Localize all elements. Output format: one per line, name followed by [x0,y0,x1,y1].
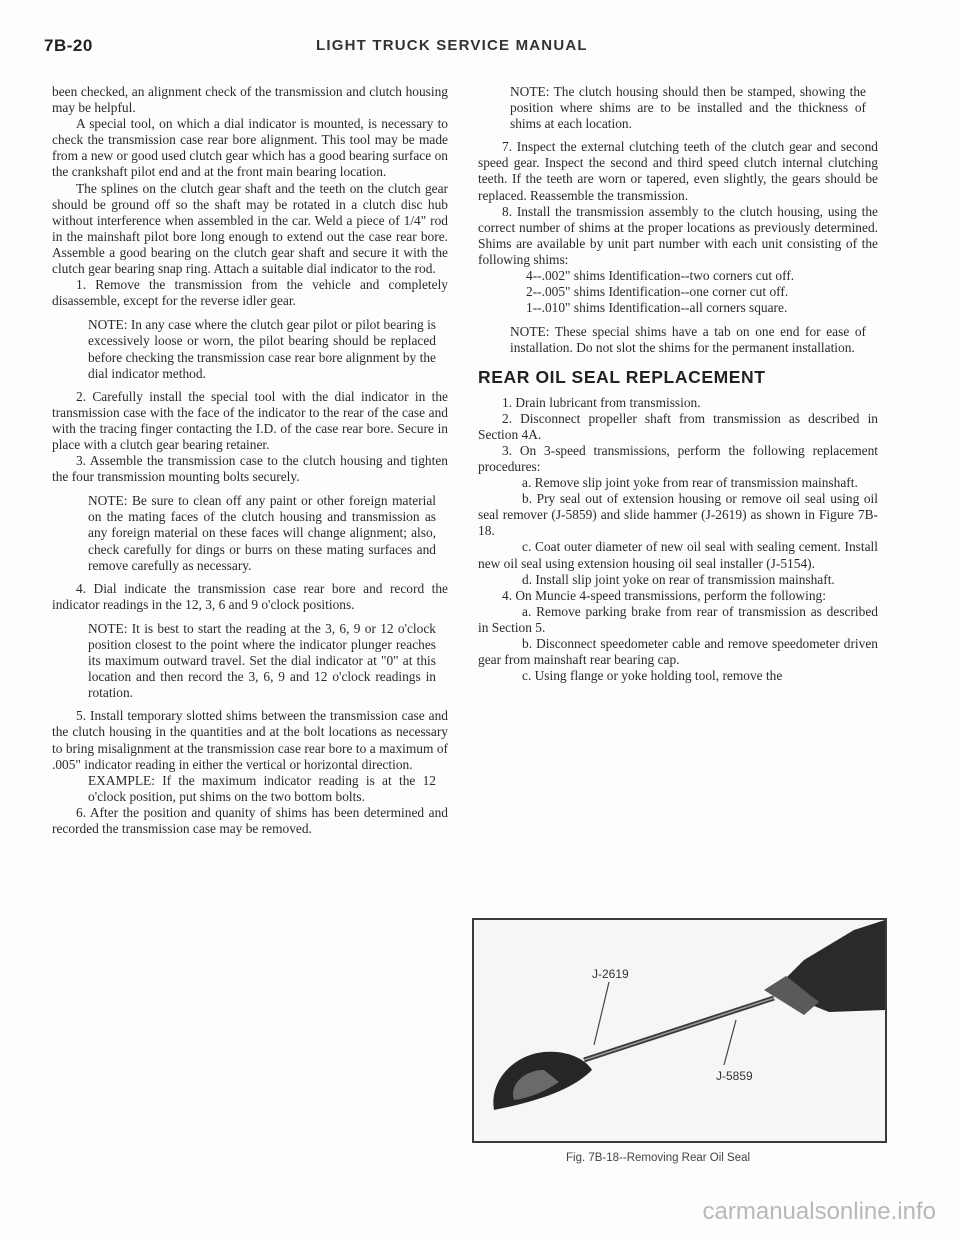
paragraph: The splines on the clutch gear shaft and the teeth on the clutch gear should be ground off so the shaft may be rotated in a clutch disc hub without interference when assembled in the car. Weld a piece of 1/4" rod in the mainshaft pilot bore long enough to extend out the case rear bore. Assemble a good bearing on the clutch gear shaft and secure it with the clutch gear bearing snap ring. Attach a suitable dial indicator to the rod. [52,180,448,277]
procedure-step: 4. On Muncie 4-speed transmissions, perform the following: [502,587,826,603]
running-title: LIGHT TRUCK SERVICE MANUAL [316,37,588,54]
note: NOTE: Be sure to clean off any paint or other foreign material on the mating faces of the clutch housing and transmission as any foreign material on these faces will change alignment; also, check carefully for dings or burrs on these mating surfaces and remove carefully as necessary. [88,493,436,573]
procedure-substep: c. Coat outer diameter of new oil seal with sealing cement. Install new oil seal using extension housing oil seal installer (J-5154). [478,539,878,571]
step-5: 5. Install temporary slotted shims between the transmission case and the clutch housing in the quantities and at the bolt locations as necessary to bring misalignment at the transmission case rear bore to a maximum of .005" indicator reading in either the vertical or horizontal direction. [52,708,448,772]
paragraph: A special tool, on which a dial indicator is mounted, is necessary to check the transmission case rear bore alignment. This tool may be made from a new or good used clutch gear which has a good bearing surface on the crankshaft pilot end and at the front main bearing location. [52,116,448,180]
shim-item: 1--.010" shims Identification--all corners square. [526,300,788,316]
procedure-step: 1. Drain lubricant from transmission. [502,394,701,410]
step-1: 1. Remove the transmission from the vehicle and completely disassemble, except for the reverse idler gear. [52,277,448,309]
section-heading: REAR OIL SEAL REPLACEMENT [478,366,766,387]
note: NOTE: These special shims have a tab on one end for ease of installation. Do not slot the shims for the permanent installation. [510,324,866,356]
step-8: 8. Install the transmission assembly to the clutch housing, using the correct number of shims at the proper locations as previously determined. Shims are available by unit part number with each unit consisting of the following shims: [478,203,878,267]
page-number: 7B-20 [44,36,93,55]
step-4: 4. Dial indicate the transmission case rear bore and record the indicator readings in the 12, 3, 6 and 9 o'clock positions. [52,580,448,612]
shim-item: 4--.002" shims Identification--two corners cut off. [526,268,795,284]
procedure-substep: d. Install slip joint yoke on rear of transmission mainshaft. [522,571,835,587]
example: EXAMPLE: If the maximum indicator reading is at the 12 o'clock position, put shims on the two bottom bolts. [88,772,436,804]
step-6: 6. After the position and quanity of shims has been determined and recorded the transmission case may be removed. [52,804,448,837]
procedure-step: 3. On 3-speed transmissions, perform the following replacement procedures: [478,442,878,474]
procedure-substep: b. Disconnect speedometer cable and remove speedometer driven gear from mainshaft rear bearing cap. [478,636,878,668]
procedure-substep: a. Remove parking brake from rear of transmission as described in Section 5. [478,603,878,635]
tool-label-j2619: J-2619 [592,967,629,981]
step-7: 7. Inspect the external clutching teeth of the clutch gear and second speed gear. Inspect the second and third speed clutch internal clutching teeth. If the teeth are worn or tapered, even slightly, the gears should be replaced. Reassemble the transmission. [478,139,878,203]
step-3: 3. Assemble the transmission case to the clutch housing and tighten the four transmission mounting bolts securely. [52,453,448,485]
tool-label-j5859: J-5859 [716,1069,753,1083]
note: NOTE: In any case where the clutch gear pilot or pilot bearing is excessively loose or worn, the pilot bearing should be replaced before checking the transmission case rear bore alignment by the dial indicator method. [88,317,436,381]
step-2: 2. Carefully install the special tool with the dial indicator in the transmission case with the face of the indicator to the rear of the case and with the tracing finger contacting the I.D. of the case rear bore. Secure in place with a clutch gear bearing retainer. [52,388,448,452]
procedure-substep: a. Remove slip joint yoke from rear of transmission mainshaft. [522,475,858,491]
right-column [478,84,878,684]
note: NOTE: It is best to start the reading at the 3, 6, 9 or 12 o'clock position closest to the point where the indicator plunger reaches its maximum outward travel. Set the dial indicator at "0" at this location and then record the 3, 6, 9 and 12 o'clock readings in rotation. [88,620,436,701]
shim-item: 2--.005" shims Identification--one corner cut off. [526,284,789,300]
paragraph: been checked, an alignment check of the transmission and clutch housing may be helpful. [52,84,448,116]
procedure-step: 2. Disconnect propeller shaft from transmission as described in Section 4A. [478,410,878,442]
left-column [52,84,448,837]
procedure-substep: c. Using flange or yoke holding tool, remove the [522,668,783,684]
note: NOTE: The clutch housing should then be stamped, showing the position where shims are to be installed and the thickness of shims at each location. [510,84,866,132]
oil-seal-removal-illustration [474,920,885,1141]
watermark-text: carmanualsonline.info [702,1198,936,1225]
figure-photo [472,918,887,1143]
procedure-substep: b. Pry seal out of extension housing or remove oil seal using oil seal remover (J-5859) and slide hammer (J-2619) as shown in Figure 7B-18. [478,491,878,539]
figure-caption: Fig. 7B-18--Removing Rear Oil Seal [566,1152,751,1164]
